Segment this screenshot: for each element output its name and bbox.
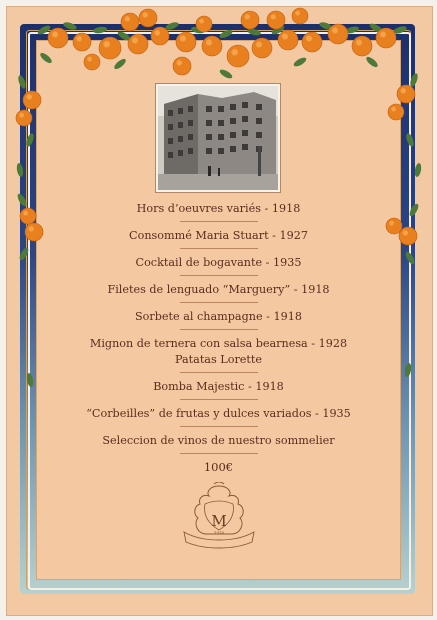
menu-item: Mignon de ternera con salsa bearnesa - 1928: [89, 337, 348, 350]
menu-item: “Corbeilles” de frutas y dulces variados - 1935: [86, 407, 351, 420]
menu-item: Consommé Maria Stuart - 1927: [129, 229, 308, 242]
menu-list: [60, 202, 377, 474]
menu-item: Cocktail de bogavante - 1935: [135, 256, 302, 269]
divider: [180, 329, 258, 330]
divider: [180, 426, 258, 427]
monogram-crest: [178, 482, 260, 552]
crest-year: 1918: [213, 530, 225, 535]
divider: [180, 221, 258, 222]
menu-item: Seleccion de vinos de nuestro sommelier: [102, 434, 335, 447]
building-photo: [156, 84, 280, 192]
menu-item: Patatas Lorette: [174, 353, 263, 366]
divider: [180, 248, 258, 249]
crest-letter: M: [211, 512, 227, 530]
menu-item: Hors d’oeuvres variés - 1918: [136, 202, 301, 215]
menu-item: Sorbete al champagne - 1918: [135, 310, 302, 323]
menu-item: Bomba Majestic - 1918: [153, 380, 284, 393]
divider: [180, 275, 258, 276]
menu-item: Filetes de lenguado “Marguery” - 1918: [107, 283, 330, 296]
divider: [180, 302, 258, 303]
divider: [180, 372, 258, 373]
divider: [180, 453, 258, 454]
menu-price: 100€: [203, 460, 234, 474]
divider: [180, 399, 258, 400]
